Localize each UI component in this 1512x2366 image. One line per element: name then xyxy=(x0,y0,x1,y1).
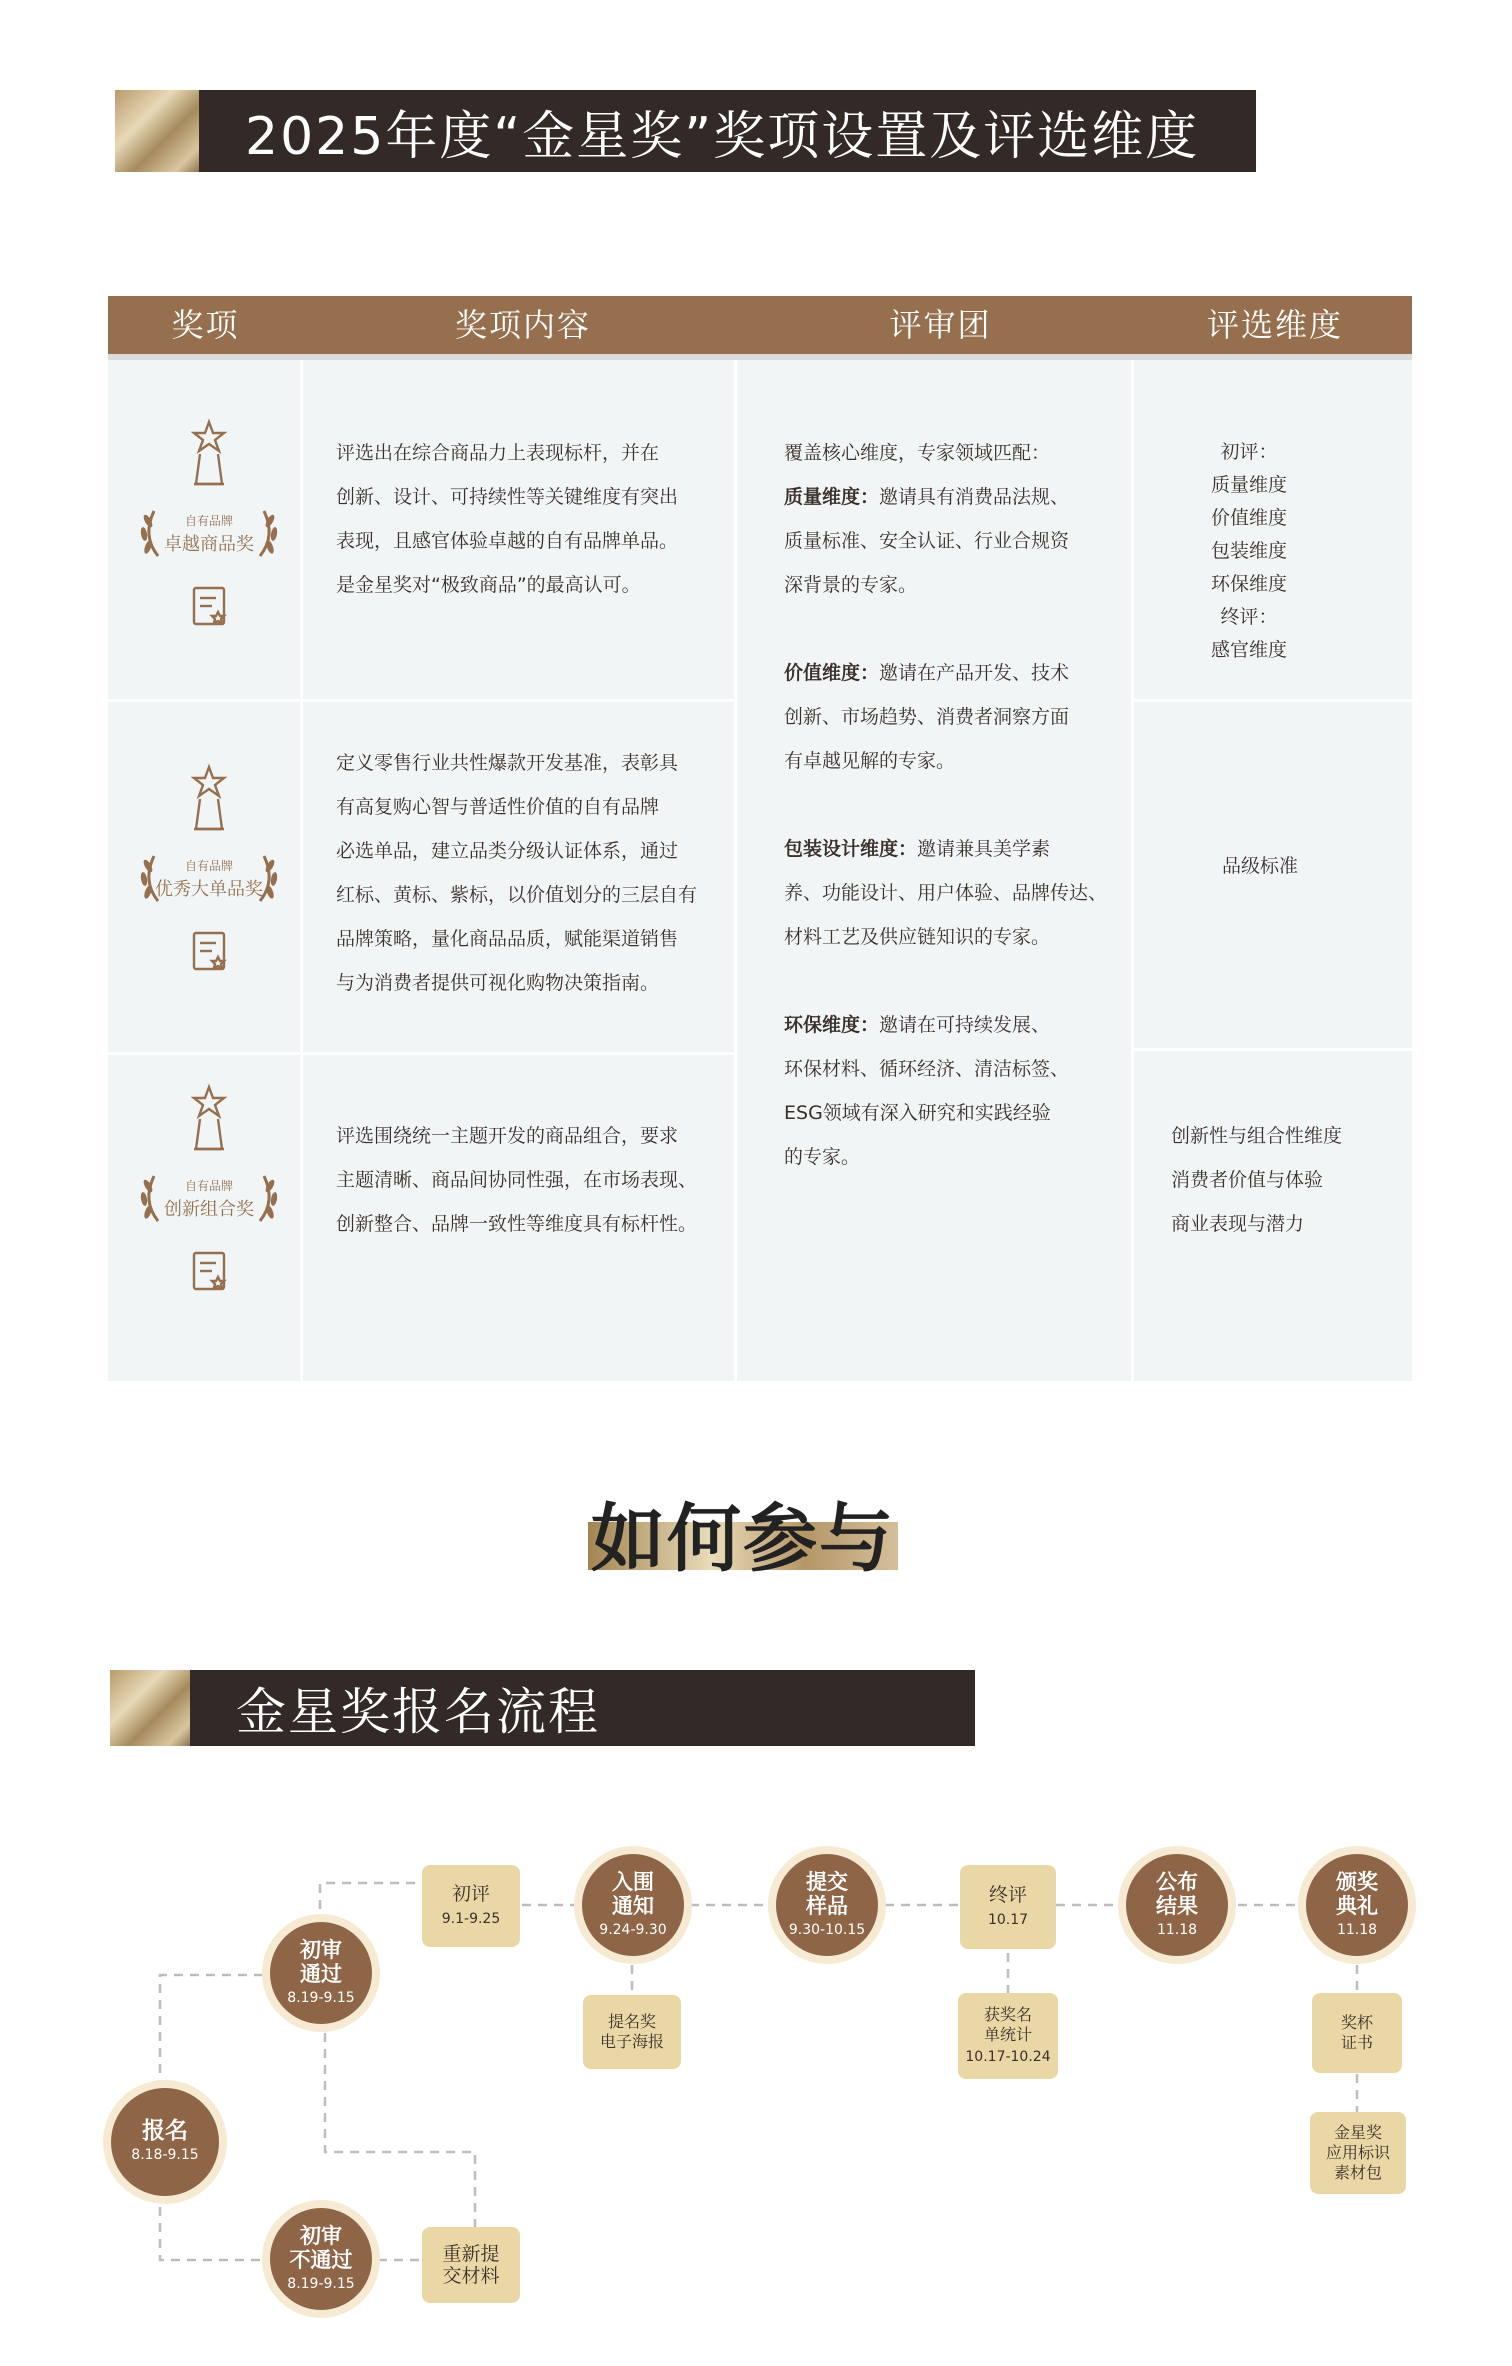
award-content-2: 定义零售行业共性爆款开发基准，表彰具 有高复购心智与普适性价值的自有品牌 必选单品，建立品类分级认证体系，通过 红标、黄标、紫标，以价值划分的三层自有 品牌策略，量化商品品质，赋能渠道销售 与为消费者提供可视化购物决策指南。 xyxy=(336,752,698,994)
step-initial-pass: 初审 通过 8.19-9.15 xyxy=(262,1914,380,2032)
award-name-1: 卓越商品奖 xyxy=(164,534,254,555)
how-to-participate-title: 如何参与 xyxy=(588,1480,898,1575)
award-name-3: 创新组合奖 xyxy=(164,1199,254,1220)
step-first-review: 初评 9.1-9.25 xyxy=(422,1865,520,1947)
banner-gold-accent xyxy=(115,90,199,172)
award-name-2: 优秀大单品奖 xyxy=(155,879,263,900)
step-nomination-poster: 提名奖 电子海报 xyxy=(583,1995,681,2069)
dimensions-3: 创新性与组合性维度 消费者价值与体验 商业表现与潜力 xyxy=(1171,1125,1343,1235)
award-badge-innovation xyxy=(124,1081,294,1321)
award-badge-bestseller xyxy=(124,761,294,1001)
award-table xyxy=(108,296,1412,1381)
table-header xyxy=(108,296,1412,354)
step-resubmit: 重新提 交材料 xyxy=(422,2227,520,2303)
section-banner-process xyxy=(110,1670,975,1746)
header-award: 奖项 xyxy=(171,306,240,344)
award-prefix-3: 自有品牌 xyxy=(184,1179,233,1193)
step-signup: 报名 8.18-9.15 xyxy=(103,2080,227,2204)
section-title-process: 金星奖报名流程 xyxy=(190,1670,975,1746)
step-shortlist-notice: 入围 通知 9.24-9.30 xyxy=(574,1846,692,1964)
step-announce-results: 公布 结果 11.18 xyxy=(1118,1846,1236,1964)
step-initial-fail: 初审 不通过 8.19-9.15 xyxy=(262,2200,380,2318)
step-logo-asset-pack: 金星奖 应用标识 素材包 xyxy=(1310,2112,1406,2194)
header-jury: 评审团 xyxy=(889,306,992,344)
header-content: 奖项内容 xyxy=(454,306,591,344)
award-prefix-2: 自有品牌 xyxy=(184,859,233,873)
award-content-1: 评选出在综合商品力上表现标杆，并在 创新、设计、可持续性等关键维度有突出 表现，且感官体验卓越的自有品牌单品。 是金星奖对“极致商品”的最高认可。 xyxy=(336,442,679,596)
header-dimensions: 评选维度 xyxy=(1206,306,1343,344)
step-submit-samples: 提交 样品 9.30-10.15 xyxy=(768,1846,886,1964)
step-award-ceremony: 颁奖 典礼 11.18 xyxy=(1298,1846,1416,1964)
award-badge-excellence xyxy=(124,416,294,656)
section-title-awards: 2025年度“金星奖”奖项设置及评选维度 xyxy=(199,90,1256,172)
section-banner-awards xyxy=(115,90,1256,172)
flow-connectors xyxy=(0,1780,1512,2340)
registration-flow xyxy=(0,1780,1512,2340)
step-trophy-certificate: 奖杯 证书 xyxy=(1312,1993,1402,2073)
award-content-3: 评选围绕统一主题开发的商品组合，要求 主题清晰、商品间协同性强，在市场表现、 创新整合、品牌一致性等维度具有标杆性。 xyxy=(336,1125,698,1235)
award-prefix-1: 自有品牌 xyxy=(184,514,233,528)
banner-gold-accent xyxy=(110,1670,190,1746)
dimensions-2: 品级标准 xyxy=(1221,855,1298,877)
jury-description: 覆盖核心维度，专家领域匹配： 质量维度：邀请具有消费品法规、 质量标准、安全认证、行业合规资 深背景的专家。 价值维度：邀请在产品开发、技术 创新、市场趋势、消费者洞察方面 有卓越见解的专家。 包装设计维度：邀请兼具美学素 养、功能设计、用户体验、品牌传达、 材料工艺及供应链知识的专家。 环保维度：邀请在可持续发展、 环保材料、循环经济、清洁标签、 ESG领域有深入研究和实践经验 的专家。 xyxy=(784,442,1108,1168)
step-winner-statistics: 获奖名 单统计 10.17-10.24 xyxy=(958,1993,1058,2079)
dimensions-1: 初评： 质量维度 价值维度 包装维度 环保维度 终评： 感官维度 xyxy=(1210,441,1287,661)
step-final-review: 终评 10.17 xyxy=(960,1865,1056,1949)
